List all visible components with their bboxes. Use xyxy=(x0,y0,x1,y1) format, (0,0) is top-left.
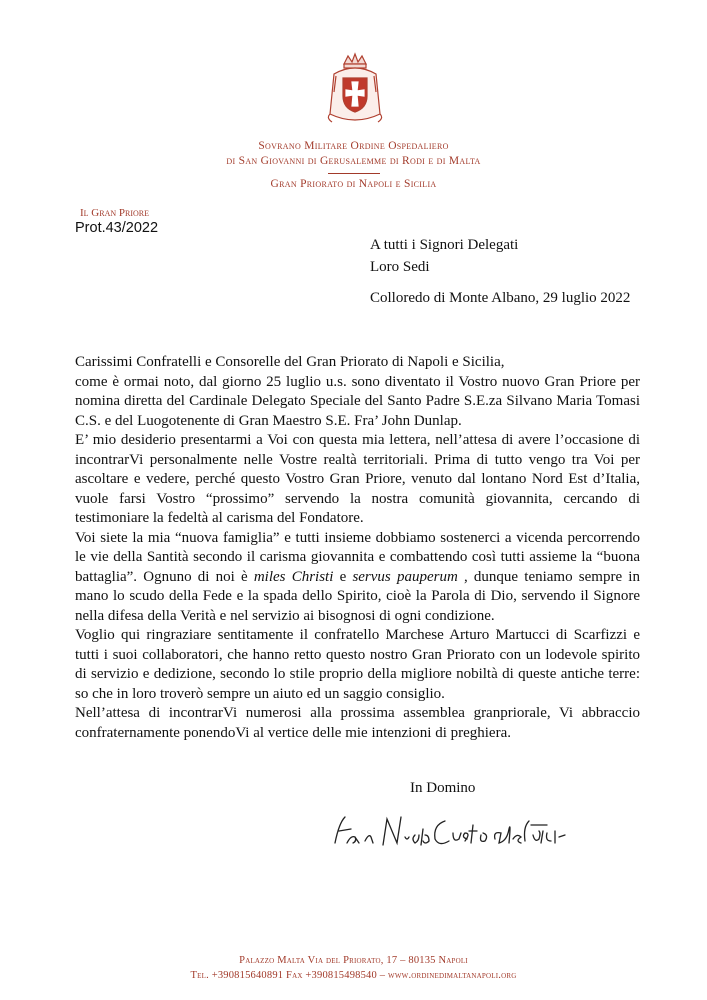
footer-address: Palazzo Malta Via del Priorato, 17 – 80135 Napoli xyxy=(239,955,468,966)
latin-phrase: servus pauperum xyxy=(352,568,458,585)
closing-formula: In Domino xyxy=(410,780,476,796)
paragraph-introduction: E’ mio desiderio presentarmi a Voi con questa mia lettera, nell’attesa di avere l’occasione di incontrarVi personalmente nelle Vostre realtà territoriali. Prima di tutto vengo tra Voi per ascoltare e vedere, perché questo Vostro Gran Priore, venuto dal lontano Nord Est d’Italia, vuole farsi Vostro “prossimo” servendo la nostra comunità giovannita, cercando di testimoniare la fedeltà al carisma del Fondatore. xyxy=(75,432,640,526)
paragraph-text: e xyxy=(333,568,353,585)
protocol-number: Prot.43/2022 xyxy=(75,220,159,236)
latin-phrase: miles Christi xyxy=(253,568,334,585)
recipient-line-1: A tutti i Signori Delegati xyxy=(370,237,519,253)
footer-contacts: Tel. +390815640891 Fax +390815498540 – www.ordinedimaltanapoli.org xyxy=(190,970,517,981)
letterhead-line-1: Sovrano Militare Ordine Ospedaliero xyxy=(258,140,449,152)
paragraph-appointment: come è ormai noto, dal giorno 25 luglio u.s. sono diventato il Vostro nuovo Gran Priore per nomina diretta del Cardinale Delegato Speciale del Santo Padre S.E.za Silvano Maria Tomasi C.S. e del Luogotenente di Gran Maestro S.E. Fra’ John Dunlap. xyxy=(75,373,640,429)
order-of-malta-crest-icon xyxy=(326,52,384,128)
sender-role: Il Gran Priore xyxy=(80,207,150,219)
paragraph-thanks: Voglio qui ringraziare sentitamente il confratello Marchese Arturo Martucci di Scarfizzi e tutti i suoi collaboratori, che hanno retto questo nostro Gran Priorato con un lodevole spirito di servizio e dedizione, secondo lo stile proprio della migliore nobiltà di queste antiche terre: so che in loro troverò sempre un aiuto ed un saggio consiglio. xyxy=(75,627,640,702)
letterhead-line-3: Gran Priorato di Napoli e Sicilia xyxy=(270,178,437,190)
letter-body xyxy=(75,353,640,743)
paragraph-new-family xyxy=(75,529,640,627)
recipient-line-2: Loro Sedi xyxy=(370,259,430,275)
paragraph-closing: Nell’attesa di incontrarVi numerosi alla prossima assemblea granpriorale, Vi abbraccio confraternamente ponendoVi al vertice delle mie intenzioni di preghiera. xyxy=(75,705,640,741)
paragraph-text: , dunque teniamo sempre in mano lo scudo della Fede e la spada dello Spirito, cioè la Parola di Dio, servendo il Signore nella difesa della Verità e nel servizio ai bisognosi di ogni condizione. xyxy=(75,568,640,624)
salutation: Carissimi Confratelli e Consorelle del Gran Priorato di Napoli e Sicilia, xyxy=(75,354,505,370)
letterhead-line-2: di San Giovanni di Gerusalemme di Rodi e di Malta xyxy=(226,155,481,167)
paragraph-text: Voi siete la mia “nuova famiglia” e tutti insieme dobbiamo sostenerci a vicenda percorrendo le vie della Santità secondo il carisma giovannita e combattendo così tutti assieme la “buona battaglia”. Ognuno di noi è xyxy=(75,529,640,585)
handwritten-signature xyxy=(325,805,575,855)
place-and-date: Colloredo di Monte Albano, 29 luglio 2022 xyxy=(370,290,631,306)
letterhead-divider xyxy=(328,173,380,174)
